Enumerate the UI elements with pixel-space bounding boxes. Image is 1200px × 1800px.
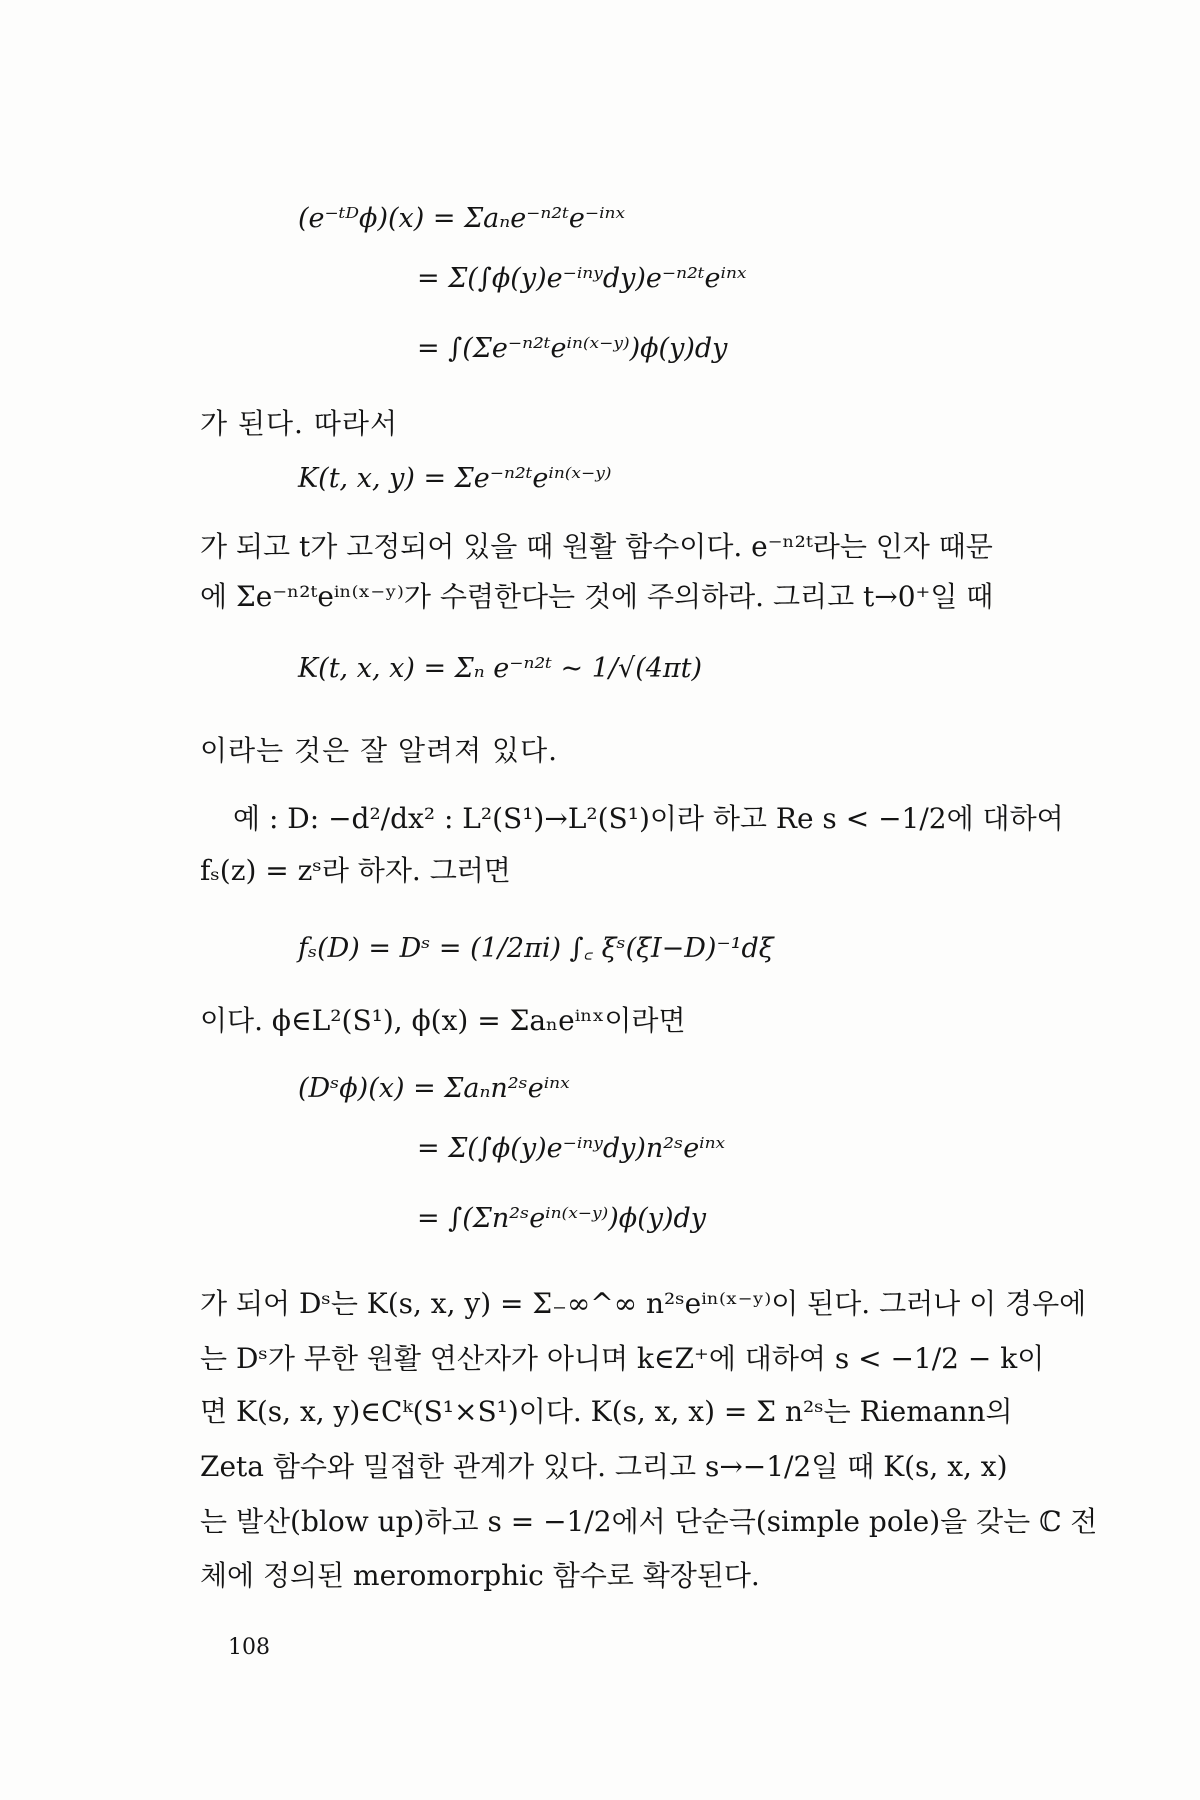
paragraph-text: 가 된다. 따라서: [200, 407, 398, 440]
paragraph-text: Zeta 함수와 밀접한 관계가 있다. 그리고 s→−1/2일 때 K(s, x, x): [200, 1450, 1008, 1483]
paragraph-text: 는 Dˢ가 무한 원활 연산자가 아니며 k∈Z⁺에 대하여 s < −1/2 − k이: [200, 1342, 1045, 1375]
paragraph-text: 가 되어 Dˢ는 K(s, x, y) = Σ₋∞^∞ n²ˢeⁱⁿ⁽ˣ⁻ʸ⁾이 된다. 그러나 이 경우에: [200, 1287, 1087, 1320]
paragraph-text: 에 Σe⁻ⁿ²ᵗeⁱⁿ⁽ˣ⁻ʸ⁾가 수렴한다는 것에 주의하라. 그리고 t→0⁺일 때: [200, 580, 994, 613]
equation-heat-operator-line-1: (e⁻ᵗᴰϕ)(x) = Σaₙe⁻ⁿ²ᵗe⁻ⁱⁿˣ: [298, 203, 626, 234]
equation-kernel-asymptotic: K(t, x, x) = Σₙ e⁻ⁿ²ᵗ ~ 1/√(4πt): [298, 653, 703, 684]
paragraph-text: 는 발산(blow up)하고 s = −1/2에서 단순극(simple pole)을 갖는 ℂ 전: [200, 1505, 1098, 1538]
paragraph-text: 가 되고 t가 고정되어 있을 때 원활 함수이다. e⁻ⁿ²ᵗ라는 인자 때문: [200, 530, 993, 563]
equation-heat-operator-line-2: = Σ(∫ϕ(y)e⁻ⁱⁿʸdy)e⁻ⁿ²ᵗeⁱⁿˣ: [417, 263, 747, 294]
paragraph-text: 이라는 것은 잘 알려져 있다.: [200, 734, 559, 767]
equation-operator-power-integral: fₛ(D) = Dˢ = (1/2πi) ∫꜀ ξˢ(ξI−D)⁻¹dξ: [298, 933, 774, 964]
equation-operator-power-line-3: = ∫(Σn²ˢeⁱⁿ⁽ˣ⁻ʸ⁾)ϕ(y)dy: [417, 1203, 707, 1234]
paragraph-text: 면 K(s, x, y)∈Cᵏ(S¹×S¹)이다. K(s, x, x) = Σ n²ˢ는 Riemann의: [200, 1395, 1013, 1428]
example-text: fₛ(z) = zˢ라 하자. 그러면: [200, 854, 511, 887]
paragraph-text: 체에 정의된 meromorphic 함수로 확장된다.: [200, 1559, 760, 1592]
page-number: 108: [228, 1635, 270, 1660]
example-text: 예 : D: −d²/dx² : L²(S¹)→L²(S¹)이라 하고 Re s < −1/2에 대하여: [233, 802, 1064, 835]
paragraph-text: 이다. ϕ∈L²(S¹), ϕ(x) = Σaₙeⁱⁿˣ이라면: [200, 1004, 686, 1037]
equation-heat-operator-line-3: = ∫(Σe⁻ⁿ²ᵗeⁱⁿ⁽ˣ⁻ʸ⁾)ϕ(y)dy: [417, 333, 728, 364]
equation-operator-power-line-2: = Σ(∫ϕ(y)e⁻ⁱⁿʸdy)n²ˢeⁱⁿˣ: [417, 1133, 726, 1164]
equation-heat-kernel: K(t, x, y) = Σe⁻ⁿ²ᵗeⁱⁿ⁽ˣ⁻ʸ⁾: [298, 463, 612, 494]
equation-operator-power-line-1: (Dˢϕ)(x) = Σaₙn²ˢeⁱⁿˣ: [298, 1073, 570, 1104]
